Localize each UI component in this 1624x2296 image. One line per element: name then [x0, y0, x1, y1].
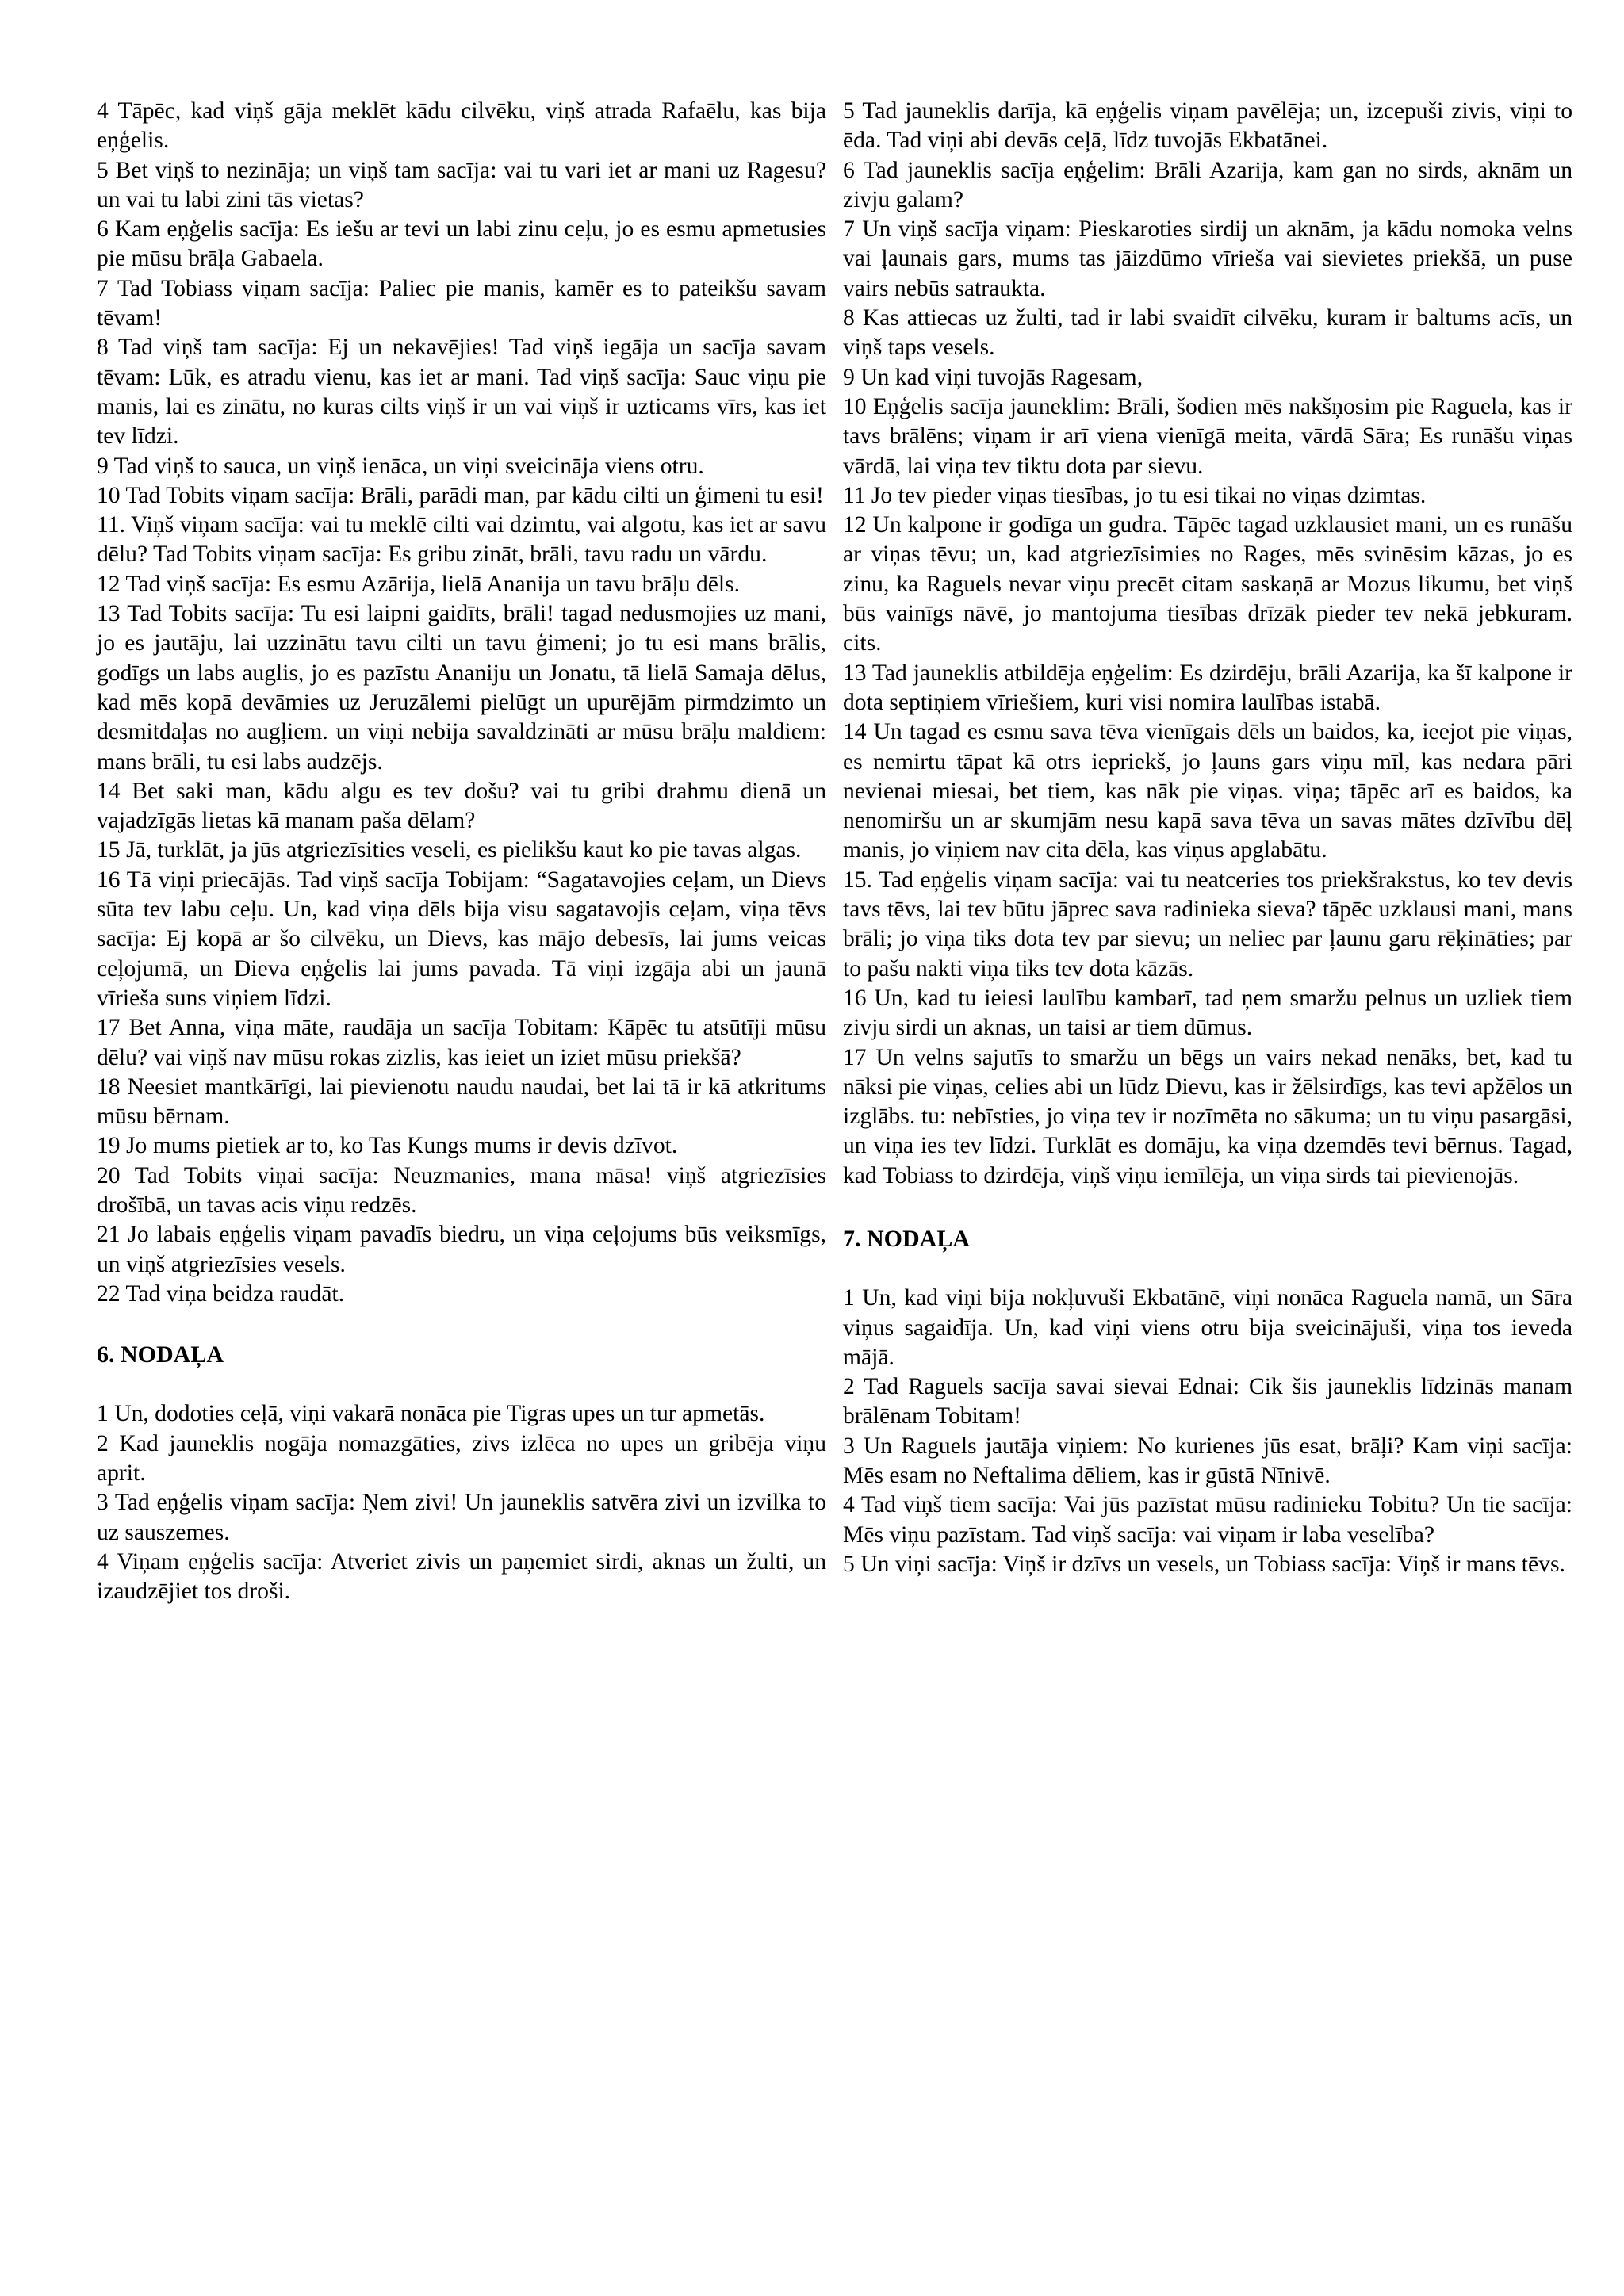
verse-paragraph: 3 Tad eņģelis viņam sacīja: Ņem zivi! Un jauneklis satvēra zivi un izvilka to uz sauszemes.: [97, 1490, 826, 1545]
verse-paragraph: 13 Tad Tobits sacīja: Tu esi laipni gaidīts, brāli! tagad nedusmojies uz mani, jo es jautāju, lai uzzinātu tavu cilti un tavu ģimeni; jo tu esi mans brālis, godīgs un labs auglis, jo es pazīstu Ananiju un Jonatu, tā lielā Samaja dēlus, kad mēs kopā devāmies uz Jeruzālemi pielūgt un upurējām pirmdzimto un desmitdaļas no augļiem. un viņi nebija savaldzināti ar mūsu brāļu maldiem: mans brāli, tu esi labs audzējs.: [97, 601, 826, 775]
verse-list: [843, 1284, 1572, 1579]
verse-paragraph: 15 Jā, turklāt, ja jūs atgriezīsities veseli, es pielikšu kaut ko pie tavas algas.: [97, 837, 802, 863]
verse-paragraph: 4 Viņam eņģelis sacīja: Atveriet zivis un paņemiet sirdi, aknas un žulti, un izaudzējiet tos droši.: [97, 1548, 826, 1605]
verse-list: [843, 97, 1572, 1191]
verse-list: [97, 1399, 826, 1606]
verse-paragraph: 5 Bet viņš to nezināja; un viņš tam sacīja: vai tu vari iet ar mani uz Ragesu? un vai tu labi zini tās vietas?: [97, 157, 826, 212]
verse-paragraph: 1 Un, dodoties ceļā, viņi vakarā nonāca pie Tigras upes un tur apmetās.: [97, 1401, 765, 1427]
verse-paragraph: 3 Un Raguels jautāja viņiem: No kurienes jūs esat, brāļi? Kam viņi sacīja: Mēs esam no Neftalima dēliem, kas ir gūstā Nīnivē.: [843, 1433, 1572, 1489]
verse-paragraph: 9 Un kad viņi tuvojās Ragesam,: [843, 364, 1143, 390]
verse-paragraph: 9 Tad viņš to sauca, un viņš ienāca, un viņi sveicināja viens otru.: [97, 453, 704, 479]
verse-paragraph: 14 Bet saki man, kādu algu es tev došu? vai tu gribi drahmu dienā un vajadzīgās lietas kā manam paša dēlam?: [97, 778, 826, 834]
verse-paragraph: 5 Tad jauneklis darīja, kā eņģelis viņam pavēlēja; un, izcepuši zivis, viņi to ēda. Tad viņi abi devās ceļā, līdz tuvojās Ekbatānei.: [843, 98, 1572, 154]
verse-paragraph: 12 Un kalpone ir godīga un gudra. Tāpēc tagad uzklausiet mani, un es runāšu ar viņas tēvu; un, kad atgriezīsimies no Rages, mēs svinēsim kāzas, jo es zinu, ka Raguels nevar viņu precēt citam saskaņā ar Mozus likumu, bet viņš būs vainīgs nāvē, jo mantojuma tiesības drīzāk pieder tev nekā jebkuram. cits.: [843, 512, 1572, 656]
verse-paragraph: 11. Viņš viņam sacīja: vai tu meklē cilti vai dzimtu, vai algotu, kas iet ar savu dēlu? Tad Tobits viņam sacīja: Es gribu zināt, brāli, tavu radu un vārdu.: [97, 512, 826, 568]
verse-paragraph: 19 Jo mums pietiek ar to, ko Tas Kungs mums ir devis dzīvot.: [97, 1133, 678, 1159]
verse-paragraph: 17 Bet Anna, viņa māte, raudāja un sacīja Tobitam: Kāpēc tu atsūtīji mūsu dēlu? vai viņš nav mūsu rokas zizlis, kas ieiet un iziet mūsu priekšā?: [97, 1015, 826, 1070]
verse-paragraph: 8 Tad viņš tam sacīja: Ej un nekavējies! Tad viņš iegāja un sacīja savam tēvam: Lūk, es atradu vienu, kas iet ar mani. Tad viņš sacīja: Sauc viņu pie manis, lai es zinātu, no kuras cilts viņš ir un vai viņš ir uzticams vīrs, kas iet tev līdzi.: [97, 335, 826, 450]
verse-paragraph: 21 Jo labais eņģelis viņam pavadīs biedru, un viņa ceļojums būs veiksmīgs, un viņš atgriezīsies vesels.: [97, 1222, 826, 1277]
chapter-heading: 7. NODAĻA: [843, 1225, 971, 1252]
left-column: [97, 97, 826, 1607]
verse-paragraph: 17 Un velns sajutīs to smaržu un bēgs un vairs nekad nenāks, bet, kad tu nāksi pie viņas, celies abi un lūdz Dievu, kas ir žēlsirdīgs, kas tevi apžēlos un izglābs. tu: nebīsties, jo viņa tev ir nozīmēta no sākuma; un tu viņu pasargāsi, un viņa ies tev līdzi. Turklāt es domāju, ka viņa dzemdēs tevi bērnus. Tagad, kad Tobiass to dzirdēja, viņš viņu iemīlēja, un viņa sirds tai pievienojās.: [843, 1044, 1572, 1188]
verse-paragraph: 2 Kad jauneklis nogāja nomazgāties, zivs izlēca no upes un gribēja viņu aprit.: [97, 1430, 826, 1487]
verse-paragraph: 1 Un, kad viņi bija nokļuvuši Ekbatānē, viņi nonāca Raguela namā, un Sāra viņus sagaidīja. Un, kad viņi viens otru bija sveicinājuši, viņa tos ieveda mājā.: [843, 1285, 1572, 1370]
verse-paragraph: 6 Kam eņģelis sacīja: Es iešu ar tevi un labi zinu ceļu, jo es esmu apmetusies pie mūsu brāļa Gabaela.: [97, 216, 826, 272]
verse-list: [97, 97, 826, 1309]
verse-paragraph: 18 Neesiet mantkārīgi, lai pievienotu naudu naudai, bet lai tā ir kā atkritums mūsu bērnam.: [97, 1073, 826, 1130]
verse-paragraph: 14 Un tagad es esmu sava tēva vienīgais dēls un baidos, ka, ieejot pie viņas, es nemirtu tāpat kā otrs iepriekš, jo ļauns gars viņu mīl, kas nedara pāri nevienai miesai, bet tiem, kas nāk pie viņas. viņa; tāpēc arī es baidos, ka nenomiršu un ar skumjām nesu kapā sava tēva un savas mātes dzīvību dēļ manis, jo viņiem nav cita dēla, kas viņus apglabātu.: [843, 719, 1572, 863]
chapter-heading: 6. NODAĻA: [97, 1341, 224, 1368]
verse-paragraph: 8 Kas attiecas uz žulti, tad ir labi svaidīt cilvēku, kuram ir baltums acīs, un viņš taps vesels.: [843, 305, 1572, 361]
verse-paragraph: 7 Tad Tobiass viņam sacīja: Paliec pie manis, kamēr es to pateikšu savam tēvam!: [97, 275, 826, 331]
verse-paragraph: 20 Tad Tobits viņai sacīja: Neuzmanies, mana māsa! viņš atgriezīsies drošībā, un tavas acis viņu redzēs.: [97, 1162, 826, 1218]
verse-paragraph: 13 Tad jauneklis atbildēja eņģelim: Es dzirdēju, brāli Azarija, ka šī kalpone ir dota septiņiem vīriešiem, kuri visi nomira laulības istabā.: [843, 660, 1572, 715]
verse-paragraph: 10 Tad Tobits viņam sacīja: Brāli, parādi man, par kādu cilti un ģimeni tu esi!: [97, 482, 824, 508]
verse-paragraph: 5 Un viņi sacīja: Viņš ir dzīvs un vesels, un Tobiass sacīja: Viņš ir mans tēvs.: [843, 1551, 1565, 1577]
verse-paragraph: 22 Tad viņa beidza raudāt.: [97, 1280, 345, 1307]
verse-paragraph: 6 Tad jauneklis sacīja eņģelim: Brāli Azarija, kam gan no sirds, aknām un zivju galam?: [843, 157, 1572, 212]
right-column: [843, 97, 1572, 1579]
verse-paragraph: 4 Tāpēc, kad viņš gāja meklēt kādu cilvēku, viņš atrada Rafaēlu, kas bija eņģelis.: [97, 98, 826, 154]
verse-paragraph: 10 Eņģelis sacīja jauneklim: Brāli, šodien mēs nakšņosim pie Raguela, kas ir tavs brālēns; viņam ir arī viena vienīgā meita, vārdā Sāra; Es runāšu viņas vārdā, lai viņa tev tiktu dota par sievu.: [843, 393, 1572, 479]
verse-paragraph: 2 Tad Raguels sacīja savai sievai Ednai: Cik šis jauneklis līdzinās manam brālēnam Tobitam!: [843, 1374, 1572, 1429]
verse-paragraph: 7 Un viņš sacīja viņam: Pieskaroties sirdij un aknām, ja kādu nomoka velns vai ļaunais gars, mums tas jāizdūmo vīrieša vai sievietes priekšā, un puse vairs nebūs satraukta.: [843, 216, 1572, 301]
verse-paragraph: 12 Tad viņš sacīja: Es esmu Azārija, lielā Ananija un tavu brāļu dēls.: [97, 571, 741, 597]
verse-paragraph: 15. Tad eņģelis viņam sacīja: vai tu neatceries tos priekšrakstus, ko tev devis tavs tēvs, lai tev būtu jāprec sava radinieka sieva? tāpēc uzklausi mani, mans brāli; jo viņa tiks dota tev par sievu; un neliec par ļaunu garu rēķināties; par to pašu nakti viņa tiks tev dota kāzās.: [843, 867, 1572, 982]
verse-paragraph: 4 Tad viņš tiem sacīja: Vai jūs pazīstat mūsu radinieku Tobitu? Un tie sacīja: Mēs viņu pazīstam. Tad viņš sacīja: vai viņam ir laba veselība?: [843, 1492, 1572, 1548]
verse-paragraph: 16 Un, kad tu ieiesi laulību kambarī, tad ņem smaržu pelnus un uzliek tiem zivju sirdi un aknas, un taisi ar tiem dūmus.: [843, 985, 1572, 1041]
verse-paragraph: 11 Jo tev pieder viņas tiesības, jo tu esi tikai no viņas dzimtas.: [843, 482, 1427, 508]
verse-paragraph: 16 Tā viņi priecājās. Tad viņš sacīja Tobijam: “Sagatavojies ceļam, un Dievs sūta tev labu ceļu. Un, kad viņa dēls bija visu sagatavojis ceļam, viņa tēvs sacīja: Ej kopā ar šo cilvēku, un Dievs, kas mājo debesīs, lai jums veicas ceļojumā, un Dieva eņģelis lai jums pavada. Tā viņi izgāja abi un jaunā vīrieša suns viņiem līdzi.: [97, 867, 826, 1011]
